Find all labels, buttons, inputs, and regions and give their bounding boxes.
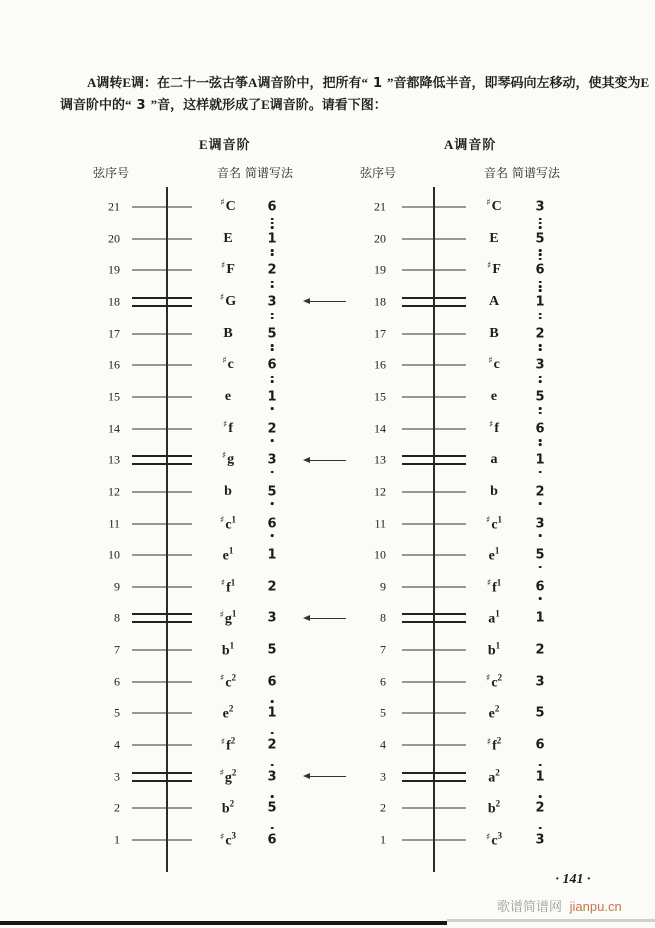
note-name: [466, 357, 522, 373]
jianpu-digit: 1: [535, 452, 545, 468]
note-name: [466, 231, 522, 247]
string-number: 13: [374, 452, 386, 467]
note-letter: b: [221, 643, 230, 659]
jianpu-cell: [520, 570, 560, 604]
note-letter: C: [491, 199, 502, 214]
jianpu-digit: 6: [267, 516, 277, 531]
octave-mark: 1: [229, 640, 235, 651]
note-letter: E: [489, 230, 499, 246]
string-line: [402, 555, 466, 556]
octave-dots-above: [539, 762, 542, 768]
jianpu-digit: 3: [267, 769, 277, 785]
string-number: 10: [108, 547, 120, 562]
note-letter: b: [221, 801, 230, 817]
text-segment: ”音都降低半音，即琴码向左移动，使其变为E: [387, 75, 650, 90]
sharp-icon: ♯: [221, 451, 227, 462]
note-letter: f: [492, 738, 497, 754]
jianpu-cell: [520, 601, 560, 635]
jianpu-cell: [520, 253, 560, 287]
note-letter: c: [491, 516, 498, 532]
jianpu-cell: [520, 791, 560, 825]
note-name: [466, 421, 522, 437]
string-number: 15: [108, 389, 120, 404]
note-letter: F: [492, 262, 501, 278]
jianpu-cell: [520, 380, 560, 414]
string-number: 4: [114, 737, 120, 752]
jianpu-digit: 1: [535, 294, 545, 310]
string-number: 21: [374, 199, 386, 214]
octave-mark: 1: [231, 609, 237, 620]
string-line: [402, 333, 466, 334]
jianpu-digit: 3: [535, 199, 545, 215]
sharp-icon: ♯: [488, 419, 494, 430]
note-letter: c: [491, 675, 498, 691]
string-row: [0, 222, 655, 256]
note-name: [466, 546, 522, 565]
jianpu-digit: 2: [267, 579, 277, 595]
note-name: [466, 484, 522, 500]
string-number: 20: [374, 231, 386, 246]
octave-dots-above: [539, 825, 542, 831]
jianpu-cell: [520, 665, 560, 699]
octave-mark: 2: [231, 672, 237, 683]
bottom-bar-light: [447, 919, 655, 922]
jianpu-cell: [520, 823, 560, 857]
jianpu-cell: [520, 348, 560, 382]
octave-mark: 1: [230, 577, 236, 588]
note-letter: g: [224, 770, 232, 786]
jianpu-digit: 5: [267, 326, 277, 342]
jianpu-digit: 3: [535, 832, 545, 848]
jianpu-digit: 5: [267, 642, 277, 658]
string-number: 6: [114, 674, 120, 689]
string-number: 18: [108, 294, 120, 309]
text-segment: 调音阶中的“: [60, 97, 132, 112]
note-letter: c: [225, 675, 232, 691]
string-number: 21: [108, 199, 120, 214]
note-name: [466, 831, 522, 850]
string-number: 5: [114, 705, 120, 720]
octave-mark: 1: [495, 609, 500, 620]
note-letter: f: [494, 420, 500, 436]
note-name-header-a: 音名: [484, 166, 509, 180]
sharp-icon: ♯: [488, 356, 493, 367]
string-line: [402, 650, 466, 651]
jianpu-cell: [520, 443, 560, 477]
note-name: [466, 609, 522, 628]
jianpu-digit: 6: [535, 579, 545, 595]
string-line: [402, 713, 466, 714]
string-row: [0, 348, 655, 382]
jianpu-digit: 2: [535, 484, 545, 500]
notation-header-e: 简谱写法: [245, 166, 294, 180]
jianpu-digit: 5: [535, 389, 545, 405]
jianpu-digit: 6: [267, 832, 277, 848]
string-number: 19: [108, 262, 120, 277]
note-letter: E: [223, 230, 233, 246]
string-number: 11: [374, 516, 386, 530]
octave-dots-above: [539, 794, 542, 800]
string-row: [0, 601, 655, 635]
string-number: 5: [380, 705, 386, 720]
string-number: 12: [108, 484, 120, 499]
string-row: [0, 507, 655, 541]
note-name: [466, 452, 522, 468]
sharp-icon: ♯: [485, 515, 491, 526]
string-row: [0, 253, 655, 287]
octave-mark: 2: [231, 767, 237, 778]
sharp-icon: ♯: [220, 198, 225, 208]
note-name: [466, 736, 522, 755]
note-letter: f: [492, 580, 497, 596]
jianpu-digit: 2: [267, 262, 277, 278]
string-number: 2: [380, 800, 386, 815]
sharp-icon: ♯: [222, 419, 228, 430]
jianpu-cell: [520, 285, 560, 319]
jianpu-cell: [520, 190, 560, 224]
string-line: [402, 365, 466, 366]
string-row: [0, 285, 655, 319]
string-number: 6: [380, 674, 386, 689]
sharp-icon: ♯: [222, 356, 227, 367]
string-number: 17: [108, 326, 120, 341]
octave-mark: 2: [495, 767, 500, 778]
note-name: [466, 672, 522, 691]
string-row: [0, 443, 655, 477]
sharp-icon: ♯: [486, 579, 492, 590]
notation-header-a: 简谱写法: [512, 166, 561, 180]
octave-mark: 2: [495, 799, 501, 810]
string-number: 3: [380, 769, 386, 784]
string-number: 4: [380, 737, 386, 752]
string-line: [402, 428, 466, 429]
note-letter: g: [224, 611, 232, 627]
string-line: [402, 523, 466, 524]
octave-mark: 2: [230, 735, 236, 746]
jianpu-digit: 1: [267, 547, 277, 563]
jianpu-cell: [520, 760, 560, 794]
intro-paragraph: [60, 72, 650, 116]
note-name: [466, 799, 522, 818]
jianpu-cell: [520, 633, 560, 667]
jianpu-cell: [520, 317, 560, 351]
note-letter: F: [226, 262, 235, 278]
note-name: [466, 294, 522, 310]
string-line: [402, 772, 466, 782]
note-name: [466, 704, 522, 723]
string-number: 10: [374, 547, 386, 562]
string-number: 12: [374, 484, 386, 499]
note-letter: B: [223, 325, 233, 341]
jianpu-digit: 3: [535, 674, 545, 690]
jianpu-cell: [520, 728, 560, 762]
sharp-icon: ♯: [486, 737, 492, 748]
jianpu-digit: 2: [267, 737, 277, 753]
octave-mark: 1: [228, 545, 234, 556]
note-letter: c: [227, 357, 234, 373]
note-letter: c: [225, 516, 232, 532]
note-letter: e: [488, 548, 495, 564]
octave-mark: 1: [496, 577, 502, 588]
string-line: [402, 840, 466, 841]
jianpu-digit: 6: [535, 737, 545, 753]
sharp-icon: ♯: [487, 261, 492, 272]
string-row: [0, 728, 655, 762]
note-name-header-e: 音名: [217, 166, 242, 180]
note-name: [466, 641, 522, 660]
jianpu-digit: 6: [267, 199, 277, 215]
watermark-site: 歌谱简谱网: [497, 899, 563, 914]
note-letter: c: [225, 833, 232, 849]
note-name: [466, 199, 522, 215]
a-scale-title: A调音阶: [444, 137, 497, 152]
string-row: [0, 665, 655, 699]
sharp-icon: ♯: [486, 198, 491, 208]
sharp-icon: ♯: [485, 832, 491, 843]
note-letter: f: [226, 738, 231, 754]
string-number: 9: [380, 579, 386, 594]
paragraph-line: [60, 72, 650, 94]
string-line: [402, 613, 466, 623]
note-letter: a: [488, 611, 496, 627]
string-row: [0, 412, 655, 446]
note-letter: A: [488, 293, 500, 309]
note-letter: B: [489, 325, 499, 341]
note-letter: g: [227, 452, 235, 468]
octave-mark: 1: [495, 640, 501, 651]
note-letter: e: [224, 388, 232, 404]
note-letter: b: [487, 801, 496, 817]
text-segment: A调转E调：在二十一弦古筝A调音阶中，把所有“: [87, 75, 368, 90]
jianpu-digit: 6: [535, 262, 545, 278]
string-line: [402, 745, 466, 746]
jianpu-digit: 1: [535, 610, 545, 626]
note-letter: a: [490, 452, 498, 468]
jianpu-cell: [520, 696, 560, 730]
note-name: [466, 514, 522, 533]
sharp-icon: ♯: [485, 674, 491, 685]
jianpu-cell: [520, 507, 560, 541]
jianpu-digit: 1: [267, 705, 277, 721]
bottom-bar-dark: [0, 921, 447, 925]
string-line: [402, 808, 466, 809]
page-number: · 141 ·: [555, 872, 591, 887]
jianpu-cell: [520, 475, 560, 509]
note-letter: e: [222, 548, 229, 564]
jianpu-cell: [520, 222, 560, 256]
note-letter: c: [493, 357, 500, 373]
string-line: [402, 586, 466, 587]
string-row: [0, 570, 655, 604]
jianpu-digit: 3: [267, 610, 277, 626]
string-number: 3: [114, 769, 120, 784]
jianpu-digit: 1: [267, 389, 277, 405]
octave-mark: 2: [497, 672, 503, 683]
string-number: 14: [374, 421, 386, 436]
string-number: 20: [108, 231, 120, 246]
jianpu-digit: 5: [535, 705, 545, 721]
octave-mark: 1: [231, 514, 237, 525]
string-row: [0, 823, 655, 857]
jianpu-digit: 3: [535, 357, 545, 373]
jianpu-digit: 6: [535, 421, 545, 437]
note-name: [466, 389, 522, 405]
note-name: [466, 767, 522, 786]
string-row: [0, 380, 655, 414]
string-line: [402, 297, 466, 307]
octave-mark: 2: [496, 735, 502, 746]
sharp-icon: ♯: [219, 610, 224, 621]
octave-mark: 3: [497, 830, 503, 841]
octave-mark: 1: [497, 514, 503, 525]
string-row: [0, 791, 655, 825]
jianpu-digit: 1: [535, 769, 545, 785]
string-number: 13: [108, 452, 120, 467]
string-number: 16: [374, 357, 386, 372]
sharp-icon: ♯: [219, 674, 225, 685]
sharp-icon: ♯: [220, 737, 226, 748]
string-number: 7: [380, 642, 386, 657]
tuning-diagram: [0, 130, 655, 882]
note-letter: G: [225, 293, 237, 309]
jianpu-digit: 2: [535, 800, 545, 816]
string-line: [402, 455, 466, 465]
string-number: 17: [374, 326, 386, 341]
jianpu-digit: 2: [535, 326, 545, 342]
octave-mark: 3: [231, 830, 237, 841]
string-line: [402, 396, 466, 397]
string-number: 19: [374, 262, 386, 277]
jianpu-digit: 5: [535, 547, 545, 563]
jianpu-digit: 1: [267, 231, 277, 247]
string-number: 8: [114, 610, 120, 625]
string-number-header-a: 弦序号: [360, 166, 397, 180]
jianpu-digit: 5: [267, 800, 277, 816]
octave-mark: 1: [494, 545, 500, 556]
note-name: [466, 326, 522, 342]
note-letter: c: [491, 833, 498, 849]
sharp-icon: ♯: [219, 832, 225, 843]
string-row: [0, 538, 655, 572]
string-number: 2: [114, 800, 120, 815]
jianpu-digit: 5: [535, 231, 545, 247]
string-row: [0, 475, 655, 509]
jianpu-digit: 3: [535, 516, 545, 531]
string-row: [0, 317, 655, 351]
text-segment: 1: [372, 76, 382, 91]
string-number: 18: [374, 294, 386, 309]
note-letter: b: [487, 643, 496, 659]
note-letter: C: [225, 199, 236, 214]
e-scale-title: E调音阶: [199, 137, 251, 152]
string-row: [0, 696, 655, 730]
string-line: [402, 491, 466, 492]
sharp-icon: ♯: [219, 515, 225, 526]
string-number-header-e: 弦序号: [93, 166, 130, 180]
string-row: [0, 633, 655, 667]
note-letter: e: [222, 706, 229, 722]
string-number: 1: [114, 832, 120, 847]
string-line: [402, 270, 466, 271]
note-name: [466, 577, 522, 596]
string-line: [402, 681, 466, 682]
jianpu-digit: 2: [267, 421, 277, 437]
string-row: [0, 760, 655, 794]
note-letter: e: [488, 706, 495, 722]
note-letter: f: [226, 580, 231, 596]
string-line: [402, 207, 466, 208]
sharp-icon: ♯: [220, 579, 226, 590]
octave-mark: 2: [229, 799, 235, 810]
octave-mark: 2: [494, 704, 500, 715]
note-letter: b: [490, 483, 498, 499]
jianpu-digit: 6: [267, 357, 277, 373]
sharp-icon: ♯: [219, 769, 224, 780]
jianpu-digit: 5: [267, 484, 277, 500]
note-name: [466, 262, 522, 278]
string-number: 15: [374, 389, 386, 404]
string-number: 9: [114, 579, 120, 594]
jianpu-digit: 3: [267, 452, 277, 468]
text-segment: 3: [136, 98, 146, 113]
text-segment: ”音，这样就形成了E调音阶。请看下图：: [150, 97, 387, 112]
paragraph-line: [60, 94, 620, 116]
string-number: 11: [108, 516, 120, 530]
string-number: 7: [114, 642, 120, 657]
jianpu-digit: 6: [267, 674, 277, 690]
watermark: [497, 896, 622, 915]
watermark-domain: jianpu.cn: [569, 899, 622, 914]
string-row: [0, 190, 655, 224]
string-line: [402, 238, 466, 239]
note-letter: e: [490, 388, 498, 404]
sharp-icon: ♯: [221, 261, 226, 272]
string-number: 8: [380, 610, 386, 625]
string-number: 1: [380, 832, 386, 847]
note-letter: a: [488, 770, 496, 786]
sharp-icon: ♯: [219, 292, 225, 303]
octave-mark: 2: [228, 704, 234, 715]
string-number: 16: [108, 357, 120, 372]
jianpu-digit: 3: [267, 294, 277, 310]
jianpu-cell: [520, 538, 560, 572]
string-number: 14: [108, 421, 120, 436]
note-letter: f: [228, 420, 234, 436]
note-letter: b: [224, 483, 232, 499]
jianpu-cell: [520, 412, 560, 446]
jianpu-digit: 2: [535, 642, 545, 658]
